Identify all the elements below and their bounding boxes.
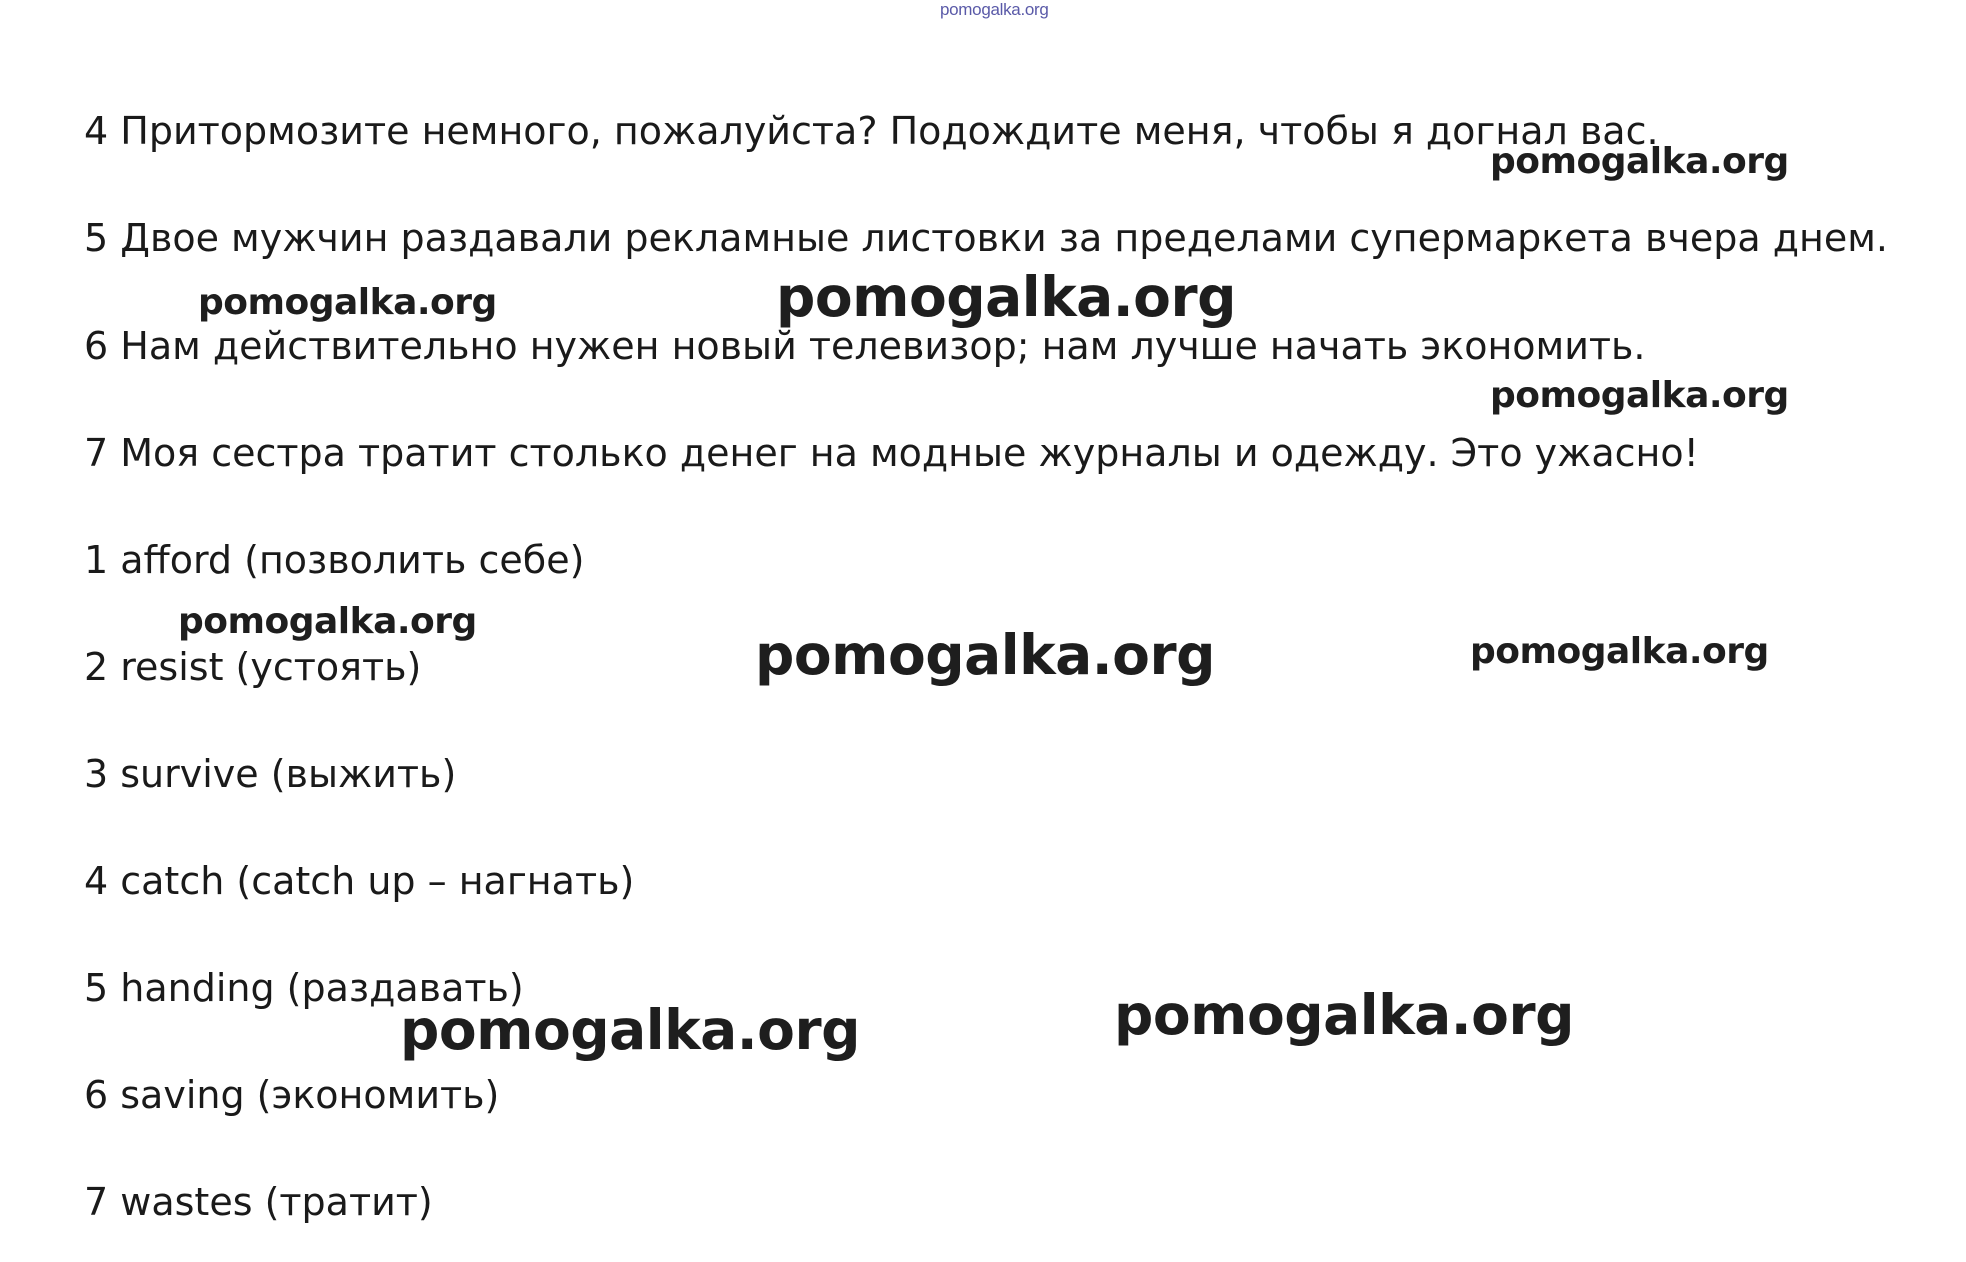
watermark: pomogalka.org (1490, 375, 1789, 416)
watermark: pomogalka.org (1470, 631, 1769, 672)
watermark: pomogalka.org (1114, 983, 1574, 1047)
translation-line-5: 5 Двое мужчин раздавали рекламные листовки за пределами супермаркета вчера днем. (84, 216, 1888, 260)
answer-line-6: 6 saving (экономить) (84, 1073, 500, 1117)
answer-line-5: 5 handing (раздавать) (84, 966, 524, 1010)
answer-line-3: 3 survive (выжить) (84, 752, 457, 796)
translation-line-7: 7 Моя сестра тратит столько денег на модные журналы и одежду. Это ужасно! (84, 431, 1699, 475)
answer-line-4: 4 catch (catch up – нагнать) (84, 859, 635, 903)
watermark: pomogalka.org (776, 265, 1236, 329)
header-site-mark: pomogalka.org (940, 0, 1049, 19)
answer-line-7: 7 wastes (тратит) (84, 1180, 433, 1224)
translation-line-6: 6 Нам действительно нужен новый телевизор; нам лучше начать экономить. (84, 324, 1646, 368)
translation-line-4: 4 Притормозите немного, пожалуйста? Подождите меня, чтобы я догнал вас. (84, 109, 1659, 153)
watermark: pomogalka.org (178, 601, 477, 642)
watermark: pomogalka.org (198, 282, 497, 323)
answer-line-1: 1 afford (позволить себе) (84, 538, 585, 582)
watermark: pomogalka.org (1490, 141, 1789, 182)
watermark: pomogalka.org (755, 623, 1215, 687)
answer-line-2: 2 resist (устоять) (84, 645, 422, 689)
watermark: pomogalka.org (400, 998, 860, 1062)
